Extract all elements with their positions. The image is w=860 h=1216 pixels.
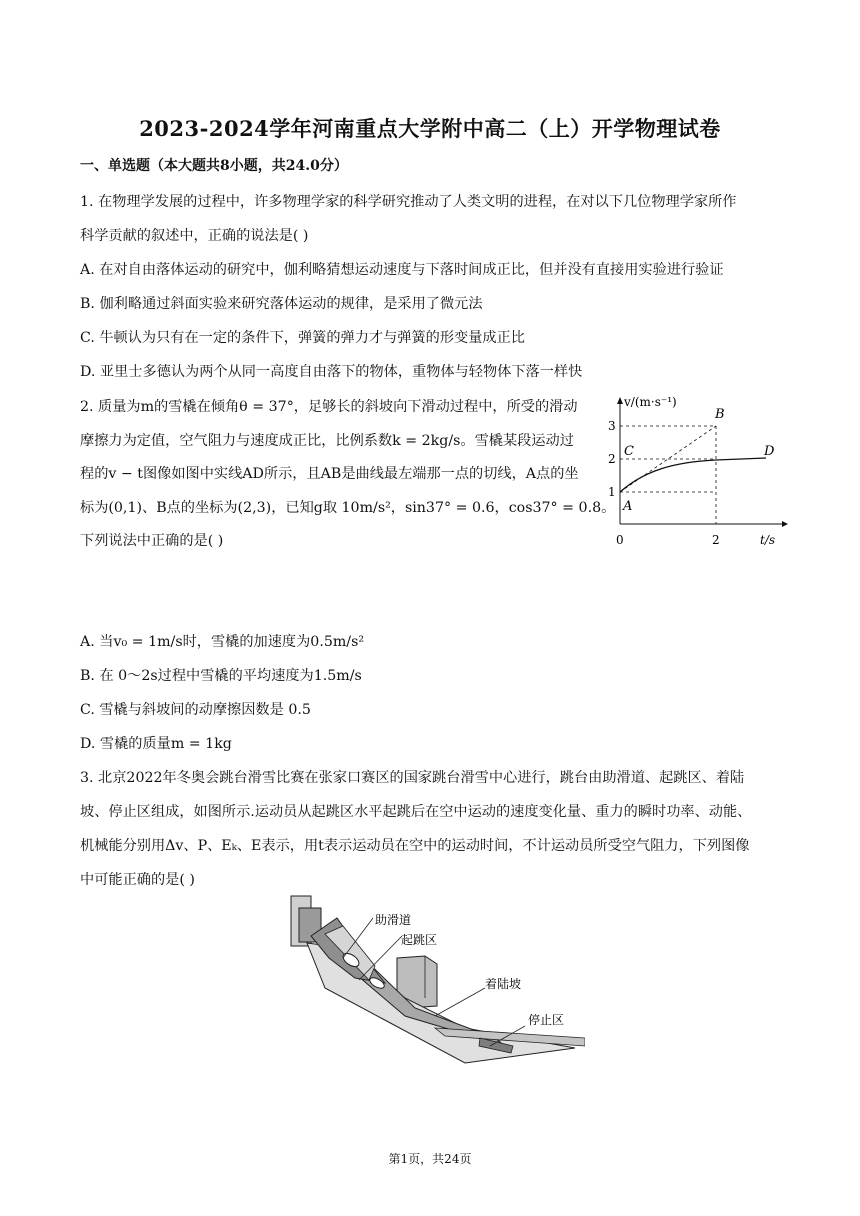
label-stop: 停止区 (528, 1013, 565, 1027)
x-tick-2: 2 (712, 533, 720, 547)
q2-option-c: C. 雪橇与斜坡间的动摩擦因数是 0.5 (80, 702, 311, 718)
q2-stem-line-3: 程的v − t图像如图中实线AD所示，且AB是曲线最左端那一点的切线，A点的坐 (80, 466, 579, 482)
q1-option-b: B. 伽利略通过斜面实验来研究落体运动的规律，是采用了微元法 (80, 296, 483, 312)
section-heading: 一、单选题（本大题共8小题，共24.0分） (80, 158, 348, 174)
q1-option-d: D. 亚里士多德认为两个从同一高度自由落下的物体，重物体与轻物体下落一样快 (80, 364, 583, 380)
x-axis-label: t/s (760, 533, 776, 547)
label-landing: 着陆坡 (485, 977, 522, 991)
q2-stem-line-2: 摩擦力为定值，空气阻力与速度成正比，比例系数k = 2kg/s。雪橇某段运动过 (80, 433, 574, 449)
y-axis-label: v/(m·s⁻¹) (624, 395, 677, 409)
q2-stem-line-1: 2. 质量为m的雪橇在倾角θ = 37°，足够长的斜坡向下滑动过程中，所受的滑动 (80, 399, 578, 415)
point-b-label: B (715, 407, 725, 422)
q1-stem-line-2: 科学贡献的叙述中，正确的说法是( ) (80, 228, 309, 244)
label-takeoff: 起跳区 (401, 933, 438, 947)
q3-stem-line-4: 中可能正确的是( ) (80, 872, 195, 888)
page-footer: 第1页，共24页 (388, 1152, 472, 1166)
q1-stem-line-1: 1. 在物理学发展的过程中，许多物理学家的科学研究推动了人类文明的进程，在对以下几位物理学家所作 (80, 194, 737, 210)
page-title: 2023-2024学年河南重点大学附中高二（上）开学物理试卷 (139, 116, 721, 141)
q1-option-c: C. 牛顿认为只有在一定的条件下，弹簧的弹力才与弹簧的形变量成正比 (80, 330, 525, 346)
q2-option-a: A. 当v₀ = 1m/s时，雪橇的加速度为0.5m/s² (80, 634, 365, 650)
q2-stem-line-4: 标为(0,1)、B点的坐标为(2,3)，已知g取 10m/s²，sin37° = 0.6，cos37° = 0.8。 (80, 500, 616, 516)
y-tick-3: 3 (608, 419, 616, 433)
q2-option-b: B. 在 0～2s过程中雪橇的平均速度为1.5m/s (80, 668, 362, 684)
origin-label: 0 (616, 533, 624, 547)
y-tick-2: 2 (608, 452, 616, 466)
vt-graph (600, 392, 790, 552)
y-tick-1: 1 (608, 485, 616, 499)
point-d-label: D (764, 444, 775, 459)
q1-option-a: A. 在对自由落体运动的研究中，伽利略猜想运动速度与下落时间成正比，但并没有直接用实验进行验证 (80, 262, 724, 278)
ski-jump-figure (285, 888, 585, 1078)
q3-stem-line-1: 3. 北京2022年冬奥会跳台滑雪比赛在张家口赛区的国家跳台滑雪中心进行，跳台由助滑道、起跳区、着陆 (80, 770, 745, 786)
point-c-label: C (624, 444, 634, 459)
point-a-label: A (623, 499, 633, 514)
q3-stem-line-2: 坡、停止区组成，如图所示.运动员从起跳区水平起跳后在空中运动的速度变化量、重力的瞬时功率、动能、 (80, 804, 752, 820)
label-runway: 助滑道 (375, 913, 412, 927)
q3-stem-line-3: 机械能分别用Δv、P、Eₖ、E表示，用t表示运动员在空中的运动时间，不计运动员所受空气阻力，下列图像 (80, 838, 750, 854)
q2-stem-line-5: 下列说法中正确的是( ) (80, 533, 224, 549)
q2-option-d: D. 雪橇的质量m = 1kg (80, 736, 232, 752)
